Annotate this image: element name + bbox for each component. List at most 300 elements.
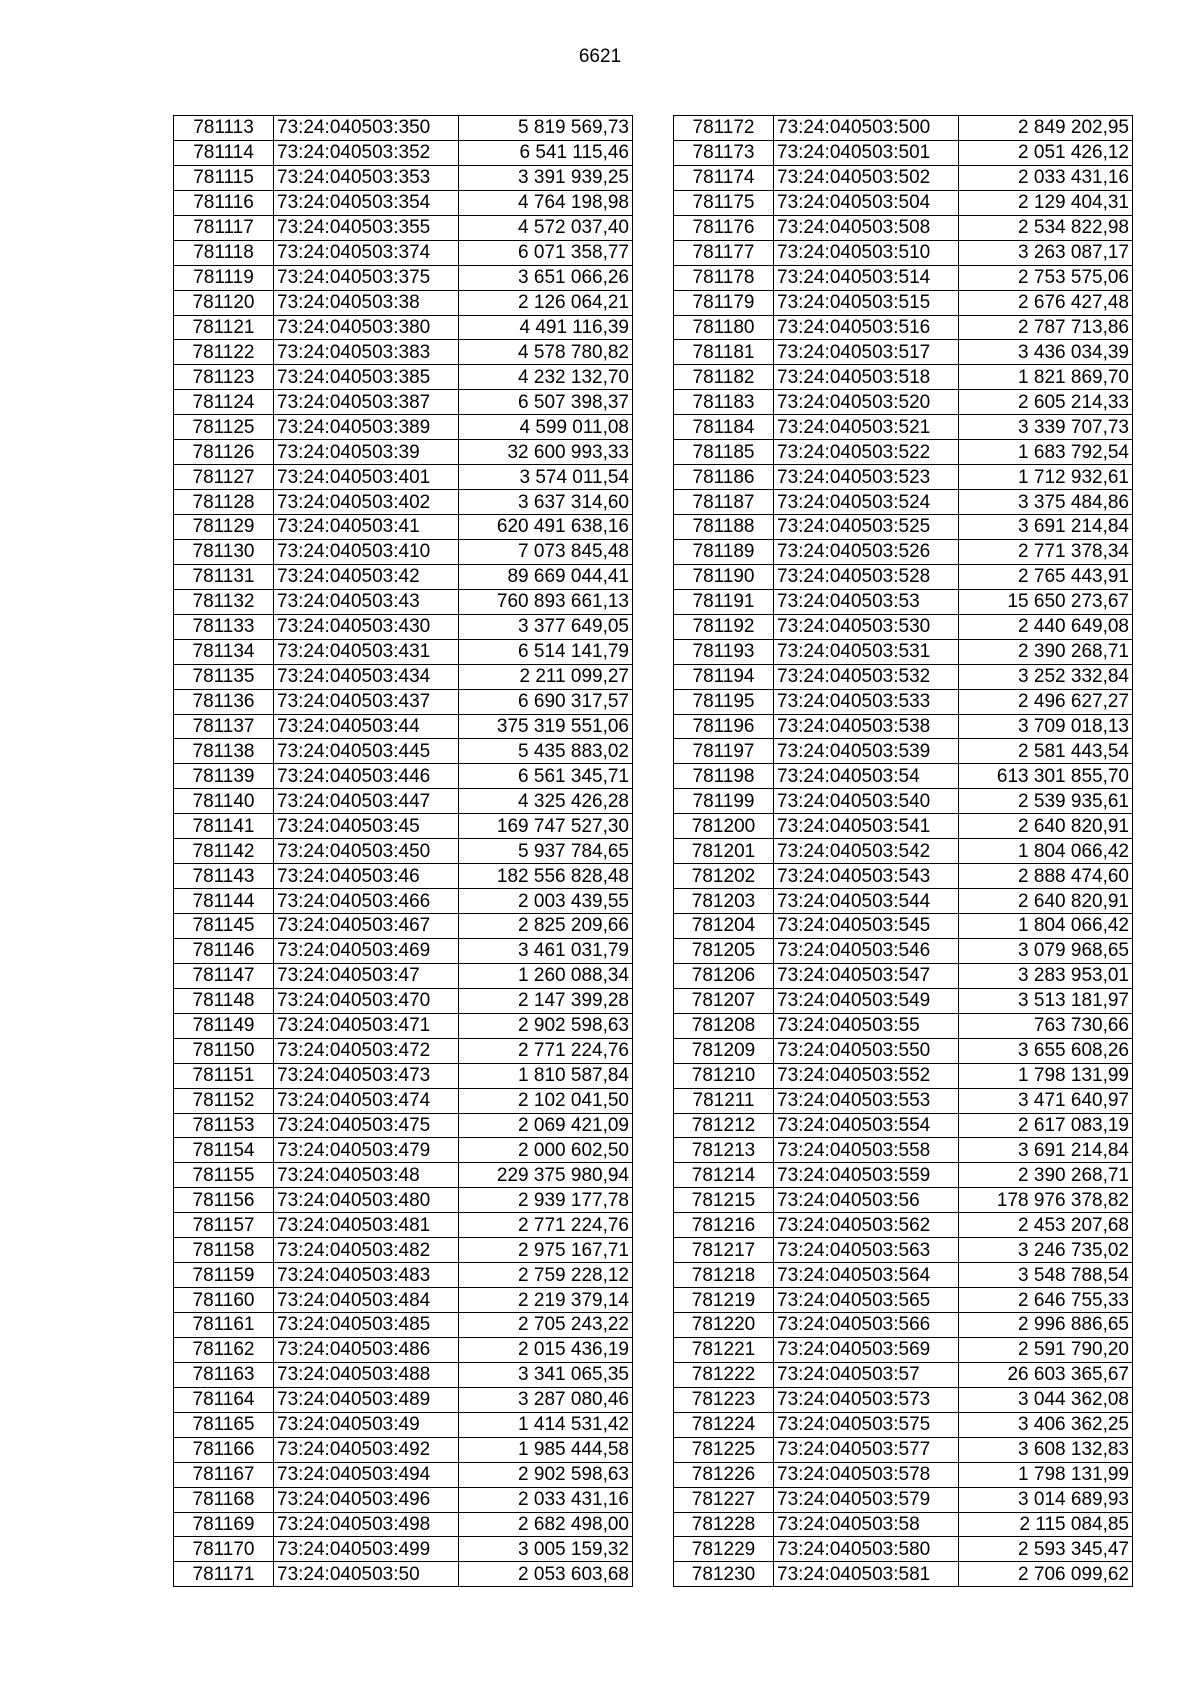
row-number-cell: 781140 [174, 789, 274, 814]
cadastral-number-cell: 73:24:040503:552 [774, 1063, 959, 1088]
table-row [174, 265, 633, 290]
table-row [174, 914, 633, 939]
cadastral-number-cell: 73:24:040503:500 [774, 116, 959, 141]
value-cell: 2 496 627,27 [959, 689, 1133, 714]
cadastral-number-cell: 73:24:040503:554 [774, 1113, 959, 1138]
table-row [174, 864, 633, 889]
value-cell: 6 561 345,71 [459, 764, 633, 789]
value-cell: 4 232 132,70 [459, 365, 633, 390]
row-number-cell: 781190 [674, 564, 774, 589]
value-cell: 2 765 443,91 [959, 564, 1133, 589]
table-row [674, 390, 1133, 415]
value-cell: 182 556 828,48 [459, 864, 633, 889]
value-cell: 5 819 569,73 [459, 116, 633, 141]
cadastral-number-cell: 73:24:040503:517 [774, 340, 959, 365]
table-row [674, 639, 1133, 664]
table-row [674, 1462, 1133, 1487]
table-row [174, 1512, 633, 1537]
row-number-cell: 781194 [674, 664, 774, 689]
row-number-cell: 781177 [674, 240, 774, 265]
cadastral-number-cell: 73:24:040503:539 [774, 739, 959, 764]
table-row [174, 1387, 633, 1412]
cadastral-number-cell: 73:24:040503:402 [274, 490, 459, 515]
table-row [674, 914, 1133, 939]
row-number-cell: 781124 [174, 390, 274, 415]
table-row [674, 988, 1133, 1013]
row-number-cell: 781169 [174, 1512, 274, 1537]
cadastral-number-cell: 73:24:040503:516 [774, 315, 959, 340]
row-number-cell: 781150 [174, 1038, 274, 1063]
value-cell: 3 375 484,86 [959, 490, 1133, 515]
table-row [674, 1088, 1133, 1113]
row-number-cell: 781209 [674, 1038, 774, 1063]
table-row [174, 1088, 633, 1113]
row-number-cell: 781136 [174, 689, 274, 714]
value-cell: 4 572 037,40 [459, 215, 633, 240]
cadastral-number-cell: 73:24:040503:430 [274, 614, 459, 639]
value-cell: 2 771 224,76 [459, 1213, 633, 1238]
cadastral-number-cell: 73:24:040503:38 [274, 290, 459, 315]
cadastral-number-cell: 73:24:040503:483 [274, 1263, 459, 1288]
row-number-cell: 781160 [174, 1288, 274, 1313]
value-cell: 32 600 993,33 [459, 440, 633, 465]
cadastral-number-cell: 73:24:040503:353 [274, 165, 459, 190]
cadastral-number-cell: 73:24:040503:514 [774, 265, 959, 290]
register-table-left [173, 115, 633, 1587]
value-cell: 375 319 551,06 [459, 714, 633, 739]
value-cell: 7 073 845,48 [459, 539, 633, 564]
row-number-cell: 781155 [174, 1163, 274, 1188]
value-cell: 2 033 431,16 [959, 165, 1133, 190]
value-cell: 3 436 034,39 [959, 340, 1133, 365]
row-number-cell: 781126 [174, 440, 274, 465]
row-number-cell: 781152 [174, 1088, 274, 1113]
cadastral-number-cell: 73:24:040503:57 [774, 1362, 959, 1387]
table-row [674, 440, 1133, 465]
value-cell: 2 126 064,21 [459, 290, 633, 315]
table-row [174, 614, 633, 639]
cadastral-number-cell: 73:24:040503:466 [274, 889, 459, 914]
cadastral-number-cell: 73:24:040503:532 [774, 664, 959, 689]
table-row [674, 764, 1133, 789]
row-number-cell: 781201 [674, 839, 774, 864]
table-row [674, 1138, 1133, 1163]
row-number-cell: 781182 [674, 365, 774, 390]
cadastral-number-cell: 73:24:040503:553 [774, 1088, 959, 1113]
table-row [674, 116, 1133, 141]
row-number-cell: 781173 [674, 140, 774, 165]
cadastral-number-cell: 73:24:040503:580 [774, 1537, 959, 1562]
table-row [674, 589, 1133, 614]
table-row [174, 789, 633, 814]
table-row [174, 639, 633, 664]
cadastral-number-cell: 73:24:040503:489 [274, 1387, 459, 1412]
cadastral-number-cell: 73:24:040503:562 [774, 1213, 959, 1238]
value-cell: 3 548 788,54 [959, 1263, 1133, 1288]
cadastral-number-cell: 73:24:040503:469 [274, 938, 459, 963]
cadastral-number-cell: 73:24:040503:467 [274, 914, 459, 939]
value-cell: 3 287 080,46 [459, 1387, 633, 1412]
cadastral-number-cell: 73:24:040503:474 [274, 1088, 459, 1113]
cadastral-number-cell: 73:24:040503:499 [274, 1537, 459, 1562]
row-number-cell: 781170 [174, 1537, 274, 1562]
table-row [674, 190, 1133, 215]
row-number-cell: 781188 [674, 515, 774, 540]
row-number-cell: 781207 [674, 988, 774, 1013]
value-cell: 2 147 399,28 [459, 988, 633, 1013]
value-cell: 3 339 707,73 [959, 415, 1133, 440]
cadastral-number-cell: 73:24:040503:410 [274, 539, 459, 564]
row-number-cell: 781219 [674, 1288, 774, 1313]
value-cell: 3 655 608,26 [959, 1038, 1133, 1063]
cadastral-number-cell: 73:24:040503:528 [774, 564, 959, 589]
cadastral-number-cell: 73:24:040503:573 [774, 1387, 959, 1412]
table-row [674, 490, 1133, 515]
table-row [174, 714, 633, 739]
value-cell: 3 574 011,54 [459, 465, 633, 490]
value-cell: 6 514 141,79 [459, 639, 633, 664]
value-cell: 3 377 649,05 [459, 614, 633, 639]
table-row [174, 1213, 633, 1238]
table-row [674, 938, 1133, 963]
value-cell: 2 390 268,71 [959, 1163, 1133, 1188]
row-number-cell: 781191 [674, 589, 774, 614]
table-row [174, 116, 633, 141]
row-number-cell: 781145 [174, 914, 274, 939]
table-row [674, 1537, 1133, 1562]
cadastral-number-cell: 73:24:040503:475 [274, 1113, 459, 1138]
table-row [174, 1412, 633, 1437]
row-number-cell: 781210 [674, 1063, 774, 1088]
value-cell: 1 712 932,61 [959, 465, 1133, 490]
cadastral-number-cell: 73:24:040503:389 [274, 415, 459, 440]
value-cell: 1 798 131,99 [959, 1462, 1133, 1487]
row-number-cell: 781168 [174, 1487, 274, 1512]
value-cell: 2 902 598,63 [459, 1462, 633, 1487]
value-cell: 2 390 268,71 [959, 639, 1133, 664]
table-row [174, 1188, 633, 1213]
value-cell: 2 996 886,65 [959, 1313, 1133, 1338]
table-row [174, 465, 633, 490]
value-cell: 3 263 087,17 [959, 240, 1133, 265]
row-number-cell: 781128 [174, 490, 274, 515]
value-cell: 2 003 439,55 [459, 889, 633, 914]
cadastral-number-cell: 73:24:040503:508 [774, 215, 959, 240]
row-number-cell: 781143 [174, 864, 274, 889]
table-row [174, 589, 633, 614]
row-number-cell: 781180 [674, 315, 774, 340]
cadastral-number-cell: 73:24:040503:525 [774, 515, 959, 540]
row-number-cell: 781206 [674, 963, 774, 988]
value-cell: 4 578 780,82 [459, 340, 633, 365]
cadastral-number-cell: 73:24:040503:472 [274, 1038, 459, 1063]
value-cell: 3 246 735,02 [959, 1238, 1133, 1263]
table-row [674, 689, 1133, 714]
row-number-cell: 781144 [174, 889, 274, 914]
cadastral-number-cell: 73:24:040503:524 [774, 490, 959, 515]
row-number-cell: 781167 [174, 1462, 274, 1487]
table-row [174, 240, 633, 265]
cadastral-number-cell: 73:24:040503:45 [274, 814, 459, 839]
value-cell: 2 771 378,34 [959, 539, 1133, 564]
table-row [674, 614, 1133, 639]
cadastral-number-cell: 73:24:040503:56 [774, 1188, 959, 1213]
row-number-cell: 781216 [674, 1213, 774, 1238]
row-number-cell: 781146 [174, 938, 274, 963]
cadastral-number-cell: 73:24:040503:510 [774, 240, 959, 265]
row-number-cell: 781212 [674, 1113, 774, 1138]
value-cell: 2 593 345,47 [959, 1537, 1133, 1562]
cadastral-number-cell: 73:24:040503:546 [774, 938, 959, 963]
cadastral-number-cell: 73:24:040503:549 [774, 988, 959, 1013]
table-row [674, 1512, 1133, 1537]
table-row [674, 1063, 1133, 1088]
row-number-cell: 781184 [674, 415, 774, 440]
table-row [174, 315, 633, 340]
table-row [674, 165, 1133, 190]
value-cell: 3 406 362,25 [959, 1412, 1133, 1437]
row-number-cell: 781183 [674, 390, 774, 415]
value-cell: 2 129 404,31 [959, 190, 1133, 215]
cadastral-number-cell: 73:24:040503:445 [274, 739, 459, 764]
table-row [674, 1263, 1133, 1288]
cadastral-number-cell: 73:24:040503:50 [274, 1562, 459, 1587]
cadastral-number-cell: 73:24:040503:531 [774, 639, 959, 664]
cadastral-number-cell: 73:24:040503:545 [774, 914, 959, 939]
table-row [674, 215, 1133, 240]
table-row [174, 1263, 633, 1288]
value-cell: 3 461 031,79 [459, 938, 633, 963]
row-number-cell: 781159 [174, 1263, 274, 1288]
cadastral-number-cell: 73:24:040503:543 [774, 864, 959, 889]
row-number-cell: 781196 [674, 714, 774, 739]
row-number-cell: 781139 [174, 764, 274, 789]
table-row [174, 1138, 633, 1163]
table-row [674, 1313, 1133, 1338]
table-row [674, 290, 1133, 315]
value-cell: 2 705 243,22 [459, 1313, 633, 1338]
value-cell: 3 691 214,84 [959, 515, 1133, 540]
table-row [174, 764, 633, 789]
value-cell: 2 646 755,33 [959, 1288, 1133, 1313]
cadastral-number-cell: 73:24:040503:482 [274, 1238, 459, 1263]
value-cell: 2 051 426,12 [959, 140, 1133, 165]
table-row [174, 1113, 633, 1138]
value-cell: 3 608 132,83 [959, 1437, 1133, 1462]
row-number-cell: 781222 [674, 1362, 774, 1387]
row-number-cell: 781115 [174, 165, 274, 190]
cadastral-number-cell: 73:24:040503:374 [274, 240, 459, 265]
cadastral-number-cell: 73:24:040503:492 [274, 1437, 459, 1462]
value-cell: 3 471 640,97 [959, 1088, 1133, 1113]
value-cell: 2 787 713,86 [959, 315, 1133, 340]
value-cell: 2 759 228,12 [459, 1263, 633, 1288]
row-number-cell: 781154 [174, 1138, 274, 1163]
cadastral-number-cell: 73:24:040503:522 [774, 440, 959, 465]
row-number-cell: 781164 [174, 1387, 274, 1412]
cadastral-number-cell: 73:24:040503:558 [774, 1138, 959, 1163]
row-number-cell: 781203 [674, 889, 774, 914]
row-number-cell: 781131 [174, 564, 274, 589]
row-number-cell: 781187 [674, 490, 774, 515]
table-row [674, 539, 1133, 564]
table-row [674, 1362, 1133, 1387]
value-cell: 6 071 358,77 [459, 240, 633, 265]
row-number-cell: 781175 [674, 190, 774, 215]
value-cell: 2 453 207,68 [959, 1213, 1133, 1238]
row-number-cell: 781213 [674, 1138, 774, 1163]
register-table-body [674, 116, 1133, 1587]
row-number-cell: 781193 [674, 639, 774, 664]
table-row [174, 814, 633, 839]
cadastral-number-cell: 73:24:040503:470 [274, 988, 459, 1013]
row-number-cell: 781158 [174, 1238, 274, 1263]
table-row [174, 1562, 633, 1587]
cadastral-number-cell: 73:24:040503:504 [774, 190, 959, 215]
value-cell: 1 821 869,70 [959, 365, 1133, 390]
value-cell: 3 005 159,32 [459, 1537, 633, 1562]
cadastral-number-cell: 73:24:040503:383 [274, 340, 459, 365]
value-cell: 178 976 378,82 [959, 1188, 1133, 1213]
row-number-cell: 781217 [674, 1238, 774, 1263]
value-cell: 2 902 598,63 [459, 1013, 633, 1038]
cadastral-number-cell: 73:24:040503:533 [774, 689, 959, 714]
row-number-cell: 781134 [174, 639, 274, 664]
row-number-cell: 781226 [674, 1462, 774, 1487]
row-number-cell: 781148 [174, 988, 274, 1013]
cadastral-number-cell: 73:24:040503:530 [774, 614, 959, 639]
table-row [674, 1188, 1133, 1213]
row-number-cell: 781179 [674, 290, 774, 315]
value-cell: 2 053 603,68 [459, 1562, 633, 1587]
row-number-cell: 781151 [174, 1063, 274, 1088]
row-number-cell: 781227 [674, 1487, 774, 1512]
cadastral-number-cell: 73:24:040503:55 [774, 1013, 959, 1038]
row-number-cell: 781189 [674, 539, 774, 564]
table-row [174, 689, 633, 714]
row-number-cell: 781214 [674, 1163, 774, 1188]
value-cell: 3 691 214,84 [959, 1138, 1133, 1163]
value-cell: 6 507 398,37 [459, 390, 633, 415]
table-row [174, 988, 633, 1013]
value-cell: 2 640 820,91 [959, 889, 1133, 914]
row-number-cell: 781229 [674, 1537, 774, 1562]
table-row [674, 1238, 1133, 1263]
cadastral-number-cell: 73:24:040503:42 [274, 564, 459, 589]
row-number-cell: 781218 [674, 1263, 774, 1288]
cadastral-number-cell: 73:24:040503:479 [274, 1138, 459, 1163]
row-number-cell: 781199 [674, 789, 774, 814]
value-cell: 2 219 379,14 [459, 1288, 633, 1313]
value-cell: 763 730,66 [959, 1013, 1133, 1038]
cadastral-number-cell: 73:24:040503:484 [274, 1288, 459, 1313]
row-number-cell: 781215 [674, 1188, 774, 1213]
table-row [174, 889, 633, 914]
row-number-cell: 781162 [174, 1337, 274, 1362]
table-row [174, 340, 633, 365]
table-row [674, 1163, 1133, 1188]
row-number-cell: 781192 [674, 614, 774, 639]
row-number-cell: 781171 [174, 1562, 274, 1587]
row-number-cell: 781125 [174, 415, 274, 440]
table-row [674, 415, 1133, 440]
row-number-cell: 781165 [174, 1412, 274, 1437]
table-row [174, 1313, 633, 1338]
cadastral-number-cell: 73:24:040503:431 [274, 639, 459, 664]
cadastral-number-cell: 73:24:040503:350 [274, 116, 459, 141]
row-number-cell: 781166 [174, 1437, 274, 1462]
table-row [174, 1163, 633, 1188]
value-cell: 1 260 088,34 [459, 963, 633, 988]
cadastral-number-cell: 73:24:040503:486 [274, 1337, 459, 1362]
row-number-cell: 781198 [674, 764, 774, 789]
row-number-cell: 781116 [174, 190, 274, 215]
row-number-cell: 781142 [174, 839, 274, 864]
cadastral-number-cell: 73:24:040503:566 [774, 1313, 959, 1338]
value-cell: 2 211 099,27 [459, 664, 633, 689]
value-cell: 89 669 044,41 [459, 564, 633, 589]
row-number-cell: 781163 [174, 1362, 274, 1387]
value-cell: 2 676 427,48 [959, 290, 1133, 315]
row-number-cell: 781220 [674, 1313, 774, 1338]
table-row [674, 1113, 1133, 1138]
cadastral-number-cell: 73:24:040503:540 [774, 789, 959, 814]
value-cell: 2 640 820,91 [959, 814, 1133, 839]
cadastral-number-cell: 73:24:040503:481 [274, 1213, 459, 1238]
cadastral-number-cell: 73:24:040503:49 [274, 1412, 459, 1437]
value-cell: 2 033 431,16 [459, 1487, 633, 1512]
cadastral-number-cell: 73:24:040503:494 [274, 1462, 459, 1487]
table-row [674, 664, 1133, 689]
table-row [174, 190, 633, 215]
row-number-cell: 781174 [674, 165, 774, 190]
row-number-cell: 781127 [174, 465, 274, 490]
value-cell: 2 069 421,09 [459, 1113, 633, 1138]
table-row [174, 1013, 633, 1038]
row-number-cell: 781202 [674, 864, 774, 889]
table-row [174, 664, 633, 689]
value-cell: 1 683 792,54 [959, 440, 1133, 465]
value-cell: 2 440 649,08 [959, 614, 1133, 639]
cadastral-number-cell: 73:24:040503:355 [274, 215, 459, 240]
cadastral-number-cell: 73:24:040503:488 [274, 1362, 459, 1387]
table-row [674, 814, 1133, 839]
table-row [174, 1238, 633, 1263]
cadastral-number-cell: 73:24:040503:401 [274, 465, 459, 490]
cadastral-number-cell: 73:24:040503:577 [774, 1437, 959, 1462]
table-row [674, 1288, 1133, 1313]
table-row [674, 1013, 1133, 1038]
table-row [174, 1362, 633, 1387]
value-cell: 15 650 273,67 [959, 589, 1133, 614]
row-number-cell: 781133 [174, 614, 274, 639]
cadastral-number-cell: 73:24:040503:520 [774, 390, 959, 415]
cadastral-number-cell: 73:24:040503:47 [274, 963, 459, 988]
table-row [674, 789, 1133, 814]
row-number-cell: 781208 [674, 1013, 774, 1038]
cadastral-number-cell: 73:24:040503:447 [274, 789, 459, 814]
table-row [674, 465, 1133, 490]
table-row [174, 440, 633, 465]
value-cell: 2 000 602,50 [459, 1138, 633, 1163]
table-row [674, 564, 1133, 589]
row-number-cell: 781223 [674, 1387, 774, 1412]
cadastral-number-cell: 73:24:040503:352 [274, 140, 459, 165]
cadastral-number-cell: 73:24:040503:502 [774, 165, 959, 190]
table-row [174, 539, 633, 564]
cadastral-number-cell: 73:24:040503:41 [274, 515, 459, 540]
table-row [174, 415, 633, 440]
